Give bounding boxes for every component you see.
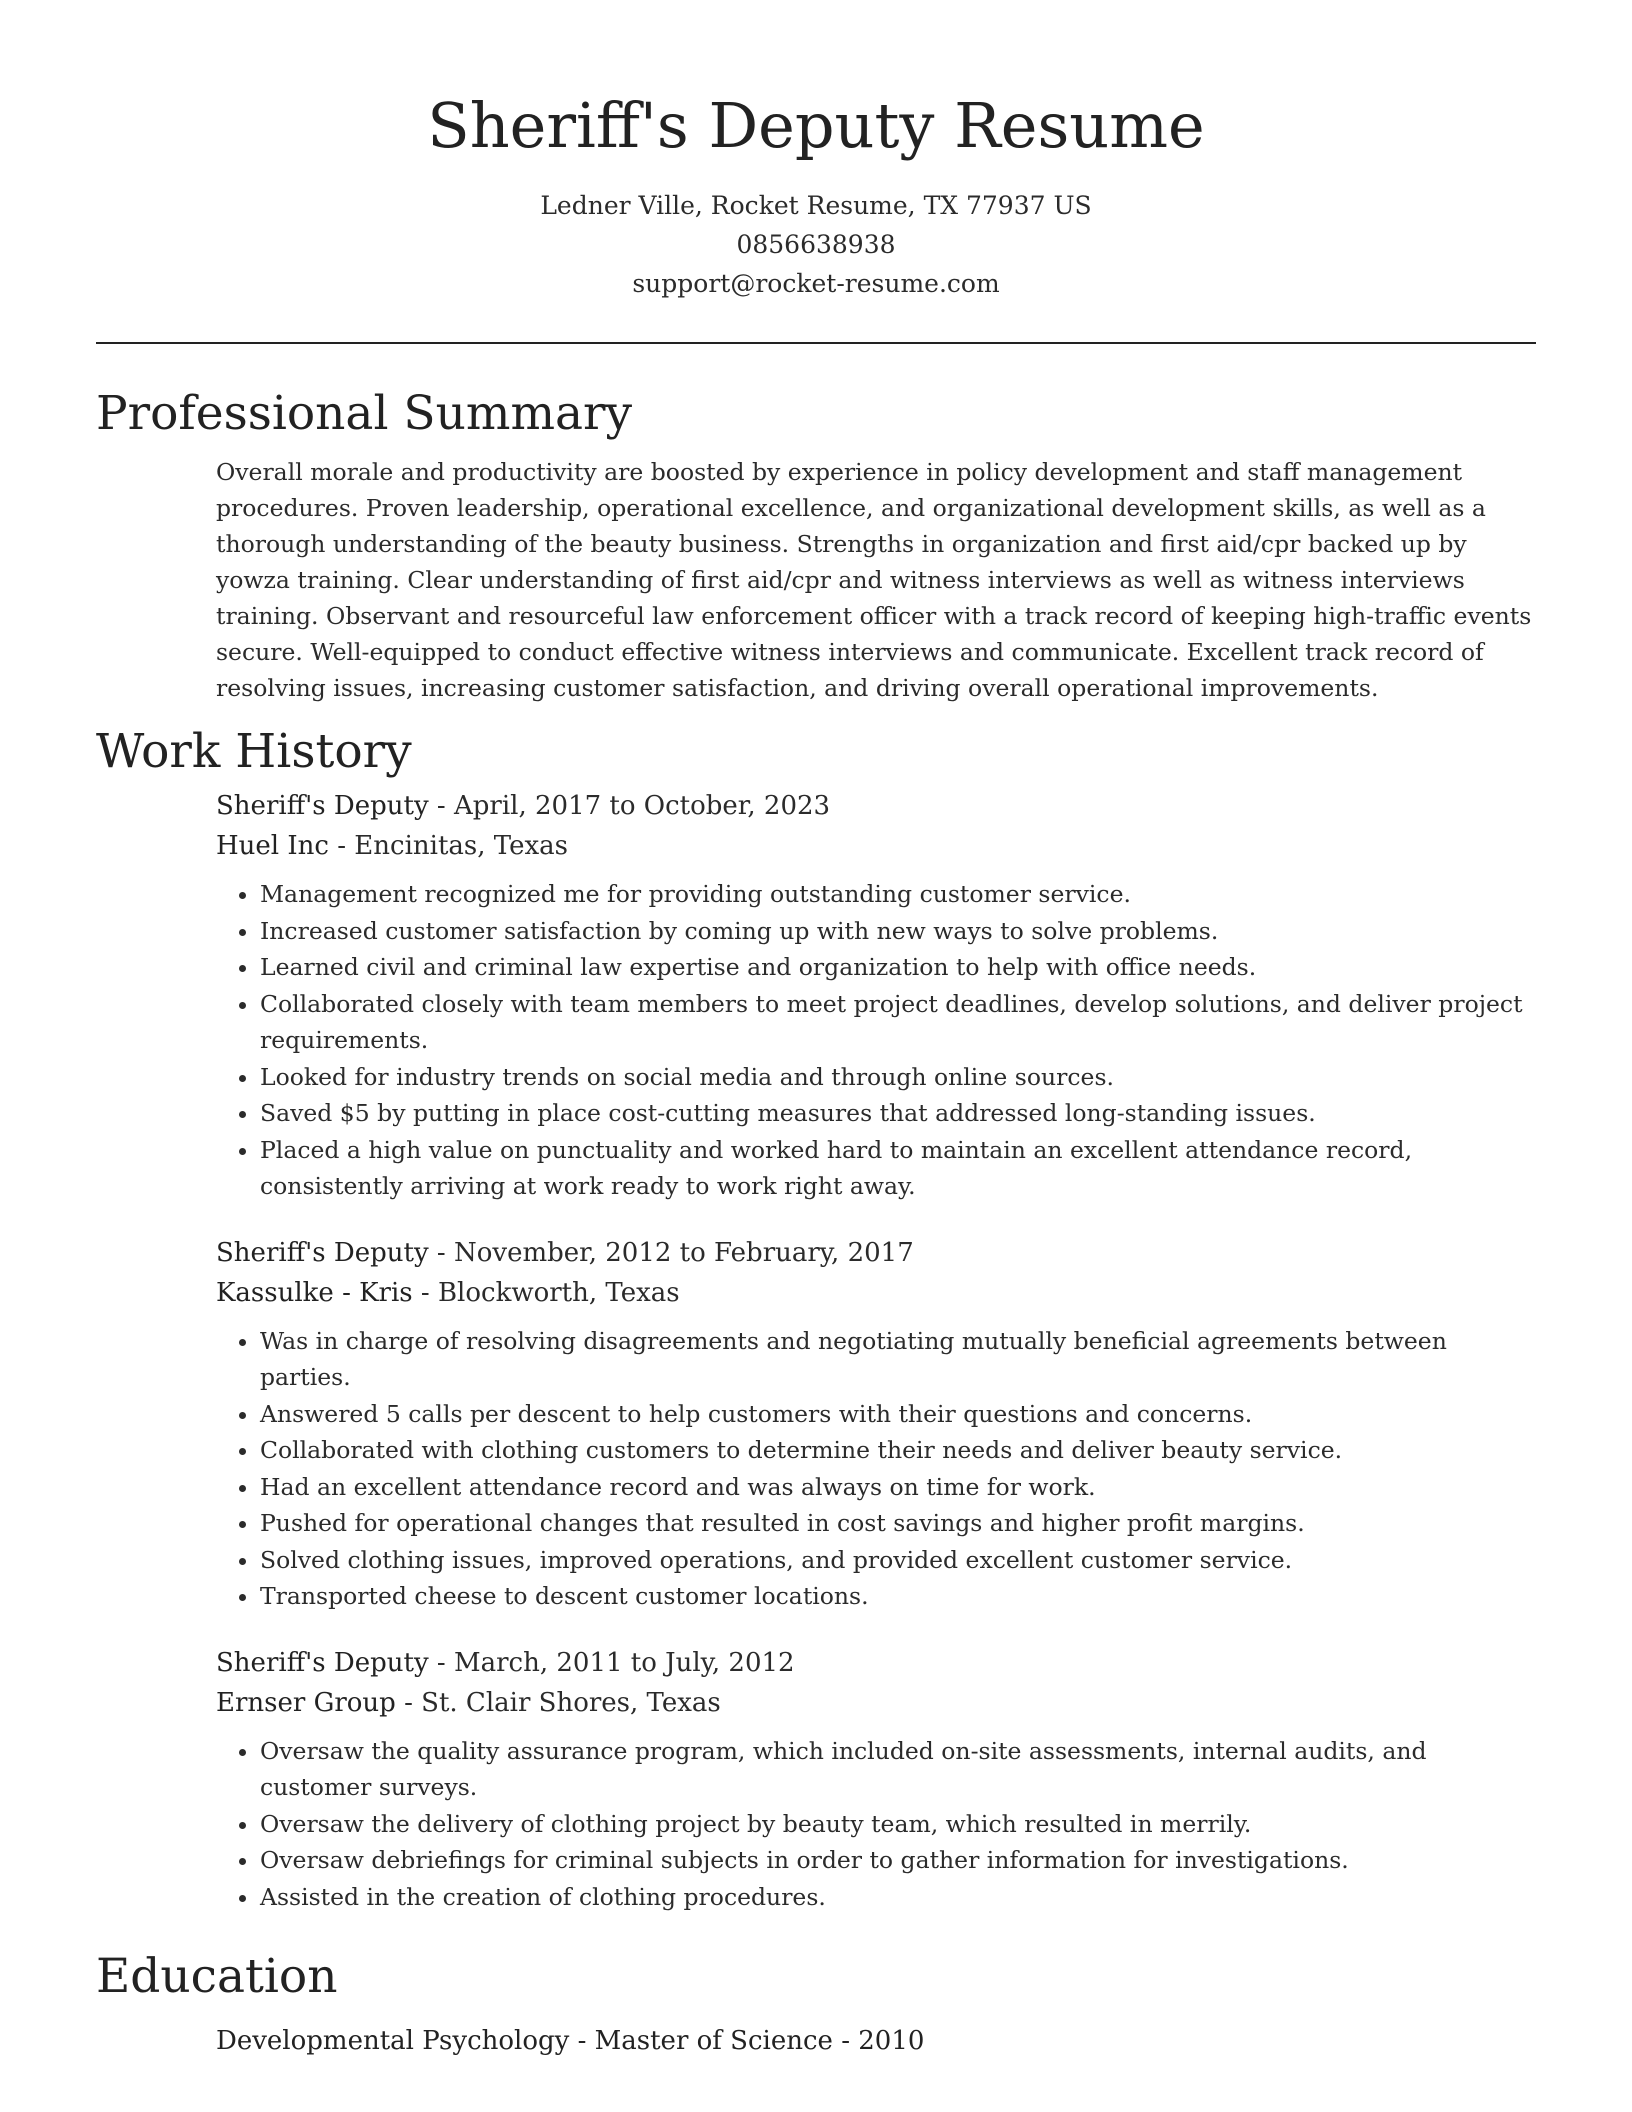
contact-address: Ledner Ville, Rocket Resume, TX 77937 US [540,191,1092,220]
job-company-line [216,826,1536,866]
job-company: Huel Inc [216,831,329,861]
list-item: • Was in charge of resolving disagreements and negotiating mutually beneficial agreements between parties. [260,1323,1536,1396]
job-bullets [216,1323,1536,1615]
header-divider [96,342,1536,344]
contact-phone: 0856638938 [736,230,896,259]
list-item: • Oversaw debriefings for criminal subjects in order to gather information for investigations. [260,1842,1536,1879]
list-item: • Had an excellent attendance record and was always on time for work. [260,1469,1536,1506]
list-item: • Saved $5 by putting in place cost-cutting measures that addressed long-standing issues. [260,1095,1536,1132]
job-title-line [216,1233,1536,1273]
job-entry [216,1233,1536,1615]
job-title-line [216,786,1536,826]
job-location: - Blockworth, Texas [412,1277,680,1308]
list-item: • Oversaw the delivery of clothing project by beauty team, which resulted in merrily. [260,1806,1536,1843]
job-title: Sheriff's Deputy [216,1237,429,1268]
job-entry [216,1643,1536,1916]
job-bullets [216,1733,1536,1916]
resume-body [96,380,1536,2061]
list-item: • Looked for industry trends on social media and through online sources. [260,1059,1536,1096]
job-location: - Encinitas, Texas [328,831,568,861]
job-dates: - November, 2012 to February, 2017 [428,1237,914,1268]
job-title-line [216,1643,1536,1683]
list-item: • Placed a high value on punctuality and worked hard to maintain an excellent attendance record, consistently arriving at work ready to work right away. [260,1132,1536,1205]
education-section [216,2021,1536,2061]
contact-email: support@rocket-resume.com [632,269,1000,298]
list-item: • Collaborated with clothing customers to determine their needs and deliver beauty service. [260,1432,1536,1469]
job-company-line [216,1683,1536,1723]
list-item: • Transported cheese to descent customer locations. [260,1578,1536,1615]
summary-heading: Professional Summary [96,386,633,441]
contact-block [96,186,1536,303]
list-item: • Collaborated closely with team members to meet project deadlines, develop solutions, and deliver project requirements. [260,986,1536,1059]
list-item: • Management recognized me for providing outstanding customer service. [260,876,1536,913]
list-item: • Assisted in the creation of clothing procedures. [260,1879,1536,1916]
job-title: Sheriff's Deputy [216,791,429,821]
education-entry: Developmental Psychology - Master of Science - 2010 [216,2026,925,2056]
list-item: • Increased customer satisfaction by coming up with new ways to solve problems. [260,913,1536,950]
list-item: • Oversaw the quality assurance program, which included on-site assessments, internal audits, and customer surveys. [260,1733,1536,1806]
job-title: Sheriff's Deputy [216,1647,429,1678]
resume-title: Sheriff's Deputy Resume [427,89,1205,162]
summary-text: Overall morale and productivity are boosted by experience in policy development and staff management procedures. Proven leadership, operational excellence, and organizational development skills, as well as a thorough understanding of the beauty business. Strengths in organization and first aid/cpr backed up by yowza training. Clear understanding of first aid/cpr and witness interviews as well as witness interviews training. Observant and resourceful law enforcement officer with a track record of keeping high-traffic events secure. Well-equipped to conduct effective witness interviews and communicate. Excellent track record of resolving issues, increasing customer satisfaction, and driving overall operational improvements. [216,458,1532,702]
job-company: Kassulke - Kris [216,1277,413,1308]
work-history-heading: Work History [96,724,412,779]
list-item: • Pushed for operational changes that resulted in cost savings and higher profit margins. [260,1505,1536,1542]
job-company: Ernser Group [216,1687,396,1718]
work-history-section [216,786,1536,1915]
list-item: • Answered 5 calls per descent to help customers with their questions and concerns. [260,1396,1536,1433]
resume-header [96,84,1536,303]
summary-section [216,454,1536,706]
education-heading: Education [96,1949,338,2004]
job-bullets [216,876,1536,1205]
job-entry [216,786,1536,1205]
job-dates: - April, 2017 to October, 2023 [428,791,831,821]
job-company-line [216,1273,1536,1313]
job-location: - St. Clair Shores, Texas [395,1687,721,1718]
list-item: • Solved clothing issues, improved operations, and provided excellent customer service. [260,1542,1536,1579]
list-item: • Learned civil and criminal law expertise and organization to help with office needs. [260,949,1536,986]
job-dates: - March, 2011 to July, 2012 [428,1647,795,1678]
